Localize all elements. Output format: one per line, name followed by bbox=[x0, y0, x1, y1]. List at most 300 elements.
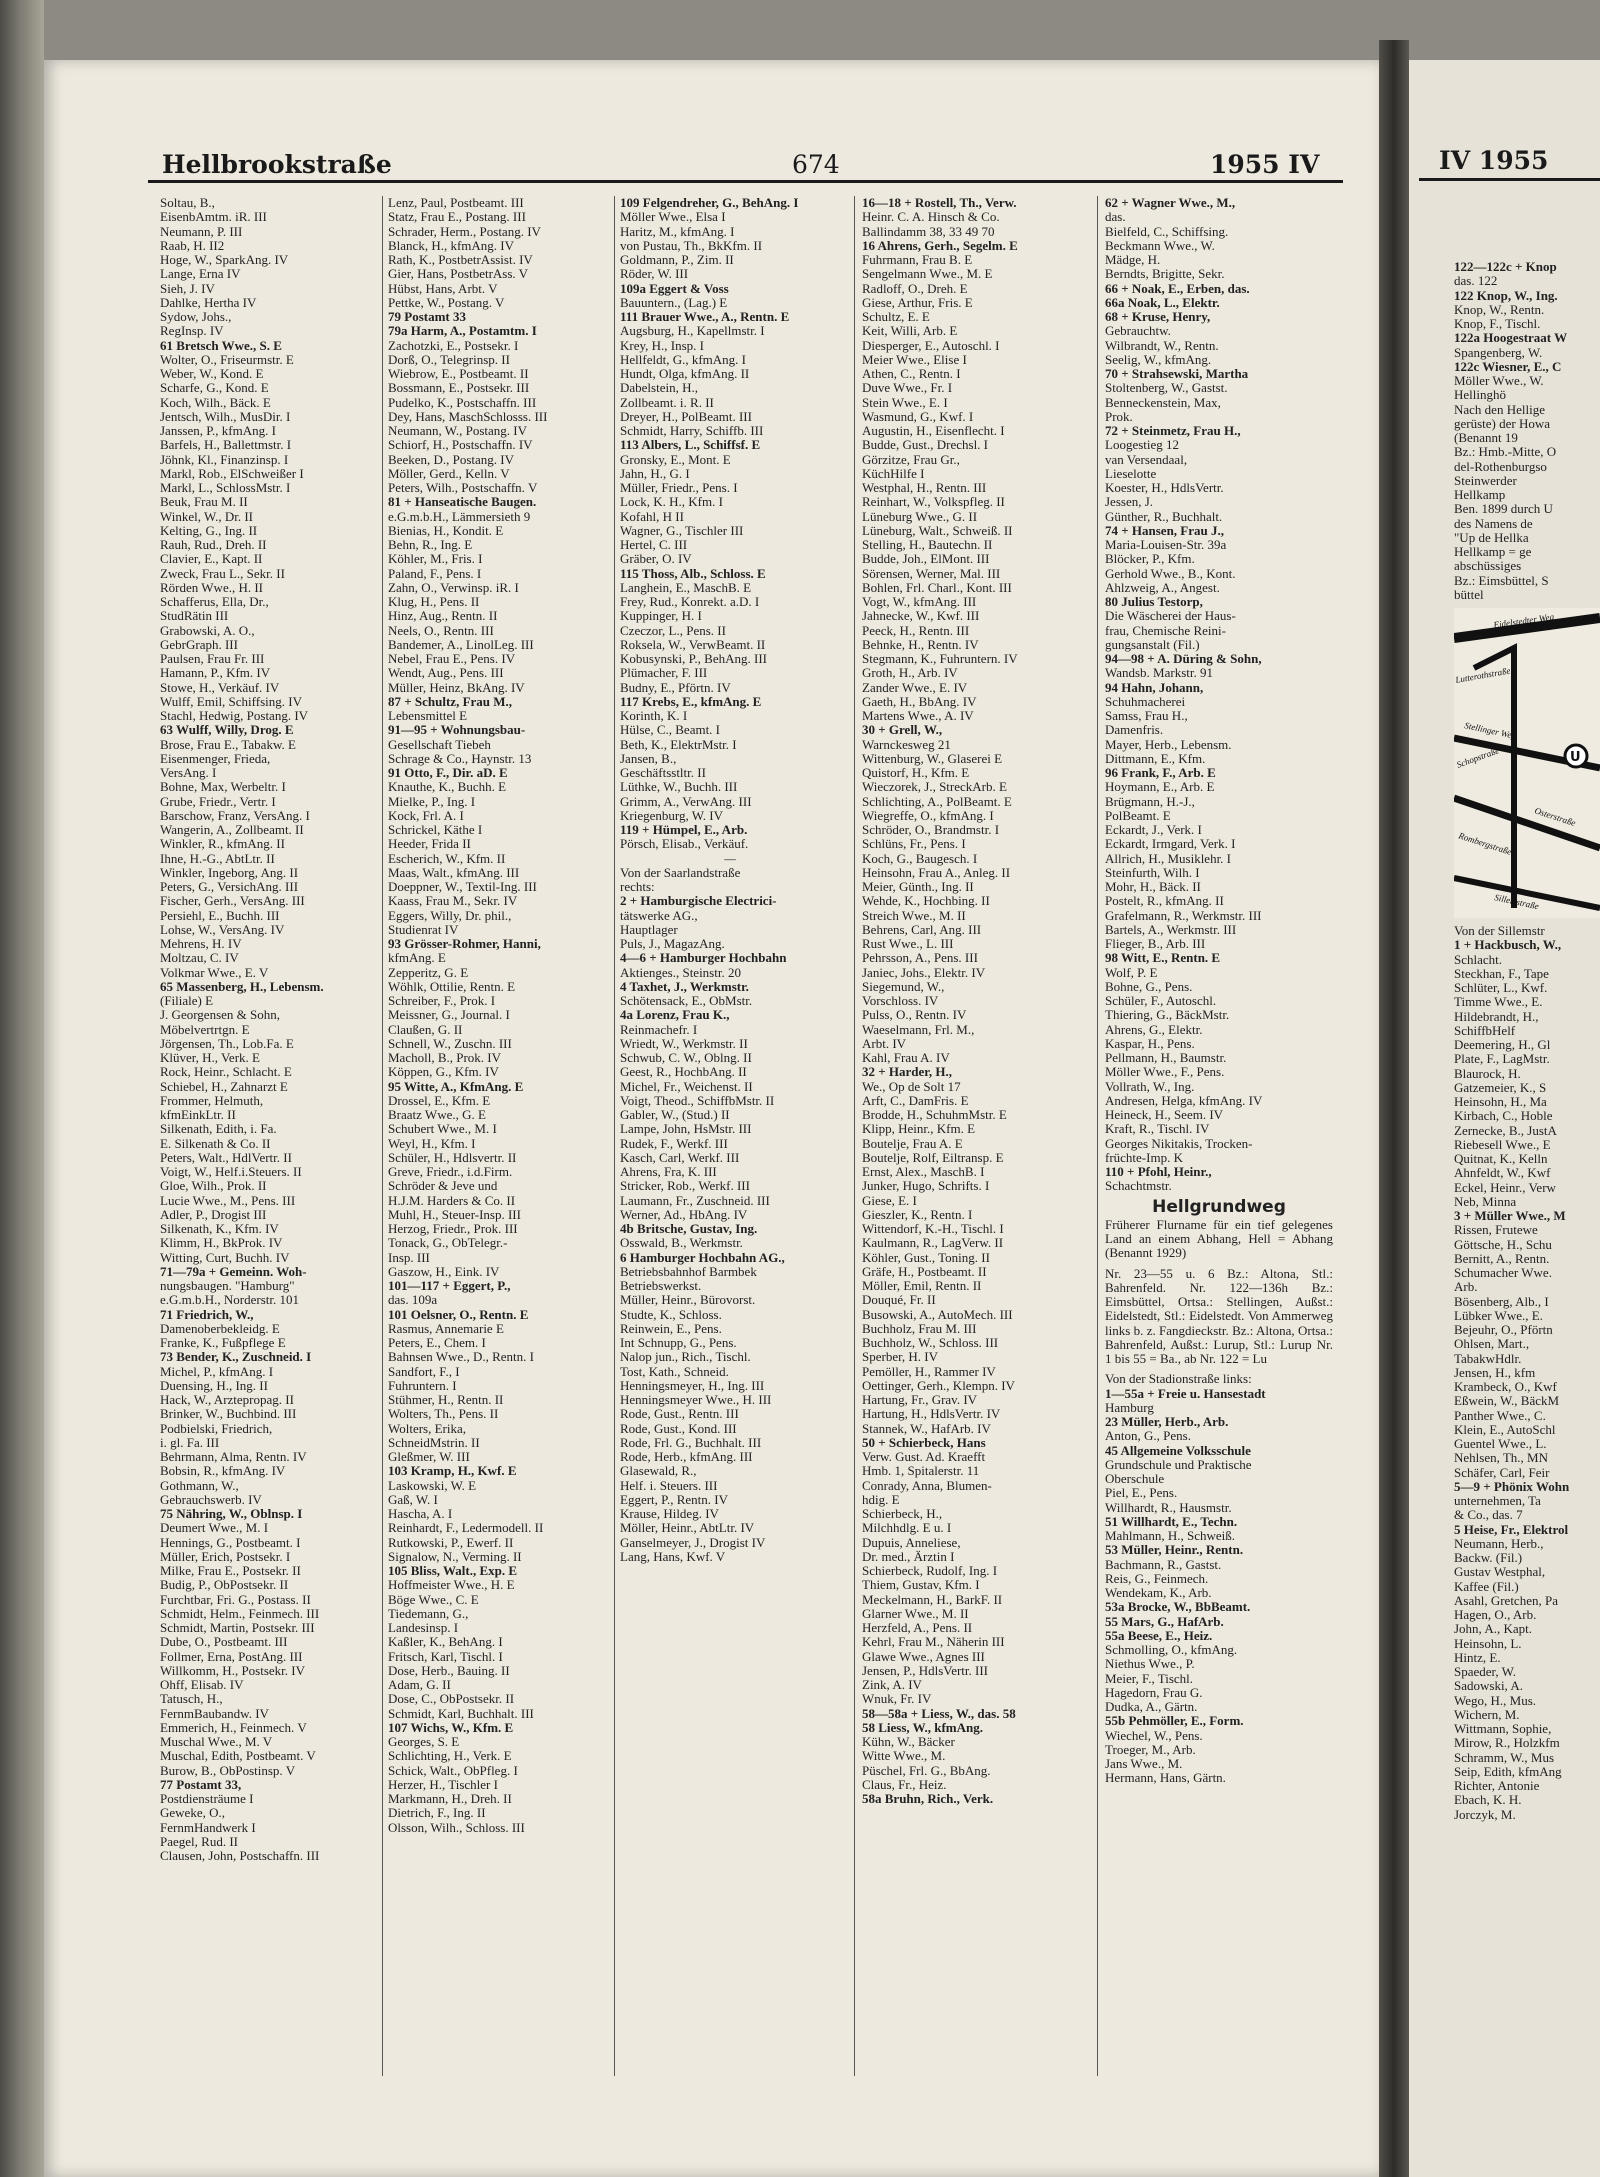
directory-entry: Paland, F., Pens. I bbox=[388, 566, 482, 581]
directory-entry: We., Op de Solt 17 bbox=[862, 1079, 961, 1094]
column-4 bbox=[862, 196, 1082, 2076]
directory-entry: Gleßmer, W. III bbox=[388, 1450, 470, 1464]
directory-entry: Wasmund, G., Kwf. I bbox=[862, 409, 974, 424]
directory-entry: Ihne, H.-G., AbtLtr. II bbox=[160, 851, 275, 866]
directory-entry: Eggers, Willy, Dr. phil., bbox=[388, 908, 512, 923]
directory-entry: Von der Sillemstr bbox=[1454, 924, 1545, 938]
directory-entry: Greve, Friedr., i.d.Firm. bbox=[388, 1165, 513, 1179]
directory-entry: Gaß, W. I bbox=[388, 1492, 438, 1507]
directory-entry: 94—98 + A. Düring & Sohn, bbox=[1105, 652, 1262, 666]
directory-entry: 6 Hamburger Hochbahn AG., bbox=[620, 1250, 785, 1265]
directory-entry: Winkel, W., Dr. II bbox=[160, 509, 253, 524]
directory-entry: tätswerke AG., bbox=[620, 908, 698, 923]
directory-entry: Benneckenstein, Max, bbox=[1105, 395, 1221, 410]
directory-entry: das. 109a bbox=[388, 1293, 438, 1308]
directory-entry: Müller, Friedr., Pens. I bbox=[620, 481, 738, 495]
directory-entry: Meissner, G., Journal. I bbox=[388, 1008, 510, 1023]
directory-entry: Radloff, O., Dreh. E bbox=[862, 281, 968, 296]
directory-entry: 62 + Wagner Wwe., M., bbox=[1105, 196, 1236, 210]
directory-entry: Milchhdlg. E u. I bbox=[862, 1521, 952, 1536]
directory-entry: Knauthe, K., Buchh. E bbox=[388, 780, 507, 795]
directory-entry: Wittendorf, K.-H., Tischl. I bbox=[862, 1222, 1004, 1236]
directory-columns bbox=[160, 196, 1335, 2076]
directory-entry: Weyl, H., Kfm. I bbox=[388, 1136, 476, 1151]
directory-entry: Hülse, C., Beamt. I bbox=[620, 723, 721, 738]
directory-entry: Steckhan, F., Tape bbox=[1454, 966, 1549, 981]
directory-entry: 23 Müller, Herb., Arb. bbox=[1105, 1415, 1229, 1429]
directory-entry: 30 + Grell, W., bbox=[862, 723, 943, 738]
book-binding bbox=[0, 0, 44, 2177]
directory-entry: Eßwein, W., BäckM bbox=[1454, 1394, 1560, 1409]
directory-entry: Neumann, W., Postang. IV bbox=[388, 424, 528, 438]
directory-entry: Hellkamp = ge bbox=[1454, 545, 1532, 559]
directory-entry: Wolter, O., Friseurmstr. E bbox=[160, 352, 294, 367]
directory-entry: Schäfer, Carl, Feir bbox=[1454, 1465, 1550, 1480]
directory-entry: 91—95 + Wohnungsbau- bbox=[388, 723, 526, 738]
directory-entry: Schiebel, H., Zahnarzt E bbox=[160, 1079, 288, 1094]
directory-entry: Reinhart, W., Volkspfleg. II bbox=[862, 495, 1005, 510]
directory-entry: Mahlmann, H., Schweiß. bbox=[1105, 1529, 1235, 1543]
directory-entry: Hamann, P., Kfm. IV bbox=[160, 666, 271, 681]
directory-entry: Geschäftsstltr. II bbox=[620, 766, 706, 780]
directory-entry: Claußen, G. II bbox=[388, 1022, 463, 1037]
directory-entry: Wichern, M. bbox=[1454, 1707, 1520, 1722]
directory-entry: Mielke, P., Ing. I bbox=[388, 794, 476, 809]
directory-entry: Pulss, O., Rentn. IV bbox=[862, 1008, 967, 1023]
directory-entry: Dreyer, H., PolBeamt. III bbox=[620, 409, 752, 424]
directory-entry: Siegemund, W., bbox=[862, 979, 945, 994]
directory-entry: Rissen, Frutewe bbox=[1454, 1223, 1538, 1238]
directory-entry: Quitnat, K., Kelln bbox=[1454, 1152, 1548, 1166]
directory-entry: Dudka, A., Gärtn. bbox=[1105, 1700, 1198, 1714]
directory-entry: Koch, G., Baugesch. I bbox=[862, 851, 978, 866]
directory-entry: Kasch, Carl, Werkf. III bbox=[620, 1150, 740, 1165]
directory-entry: Wittenburg, W., Glaserei E bbox=[862, 751, 1003, 766]
directory-entry: Dahlke, Hertha IV bbox=[160, 295, 257, 310]
directory-entry: Busowski, A., AutoMech. III bbox=[862, 1307, 1013, 1322]
directory-entry: Dey, Hans, MaschSchlosss. III bbox=[388, 409, 548, 424]
column-5 bbox=[1105, 196, 1333, 2076]
directory-entry: 4—6 + Hamburger Hochbahn bbox=[620, 951, 787, 966]
directory-entry: Richter, Antonie bbox=[1454, 1779, 1540, 1793]
directory-entry: 98 Witt, E., Rentn. E bbox=[1105, 951, 1221, 966]
directory-entry: Hellkamp bbox=[1454, 488, 1506, 502]
directory-entry: Herzfeld, A., Pens. II bbox=[862, 1621, 973, 1635]
directory-entry: Hagen, O., Arb. bbox=[1454, 1608, 1537, 1622]
directory-entry: Persiehl, E., Buchh. III bbox=[160, 908, 280, 923]
directory-entry: "Up de Hellka bbox=[1454, 530, 1529, 545]
directory-entry: 1 + Hackbusch, W., bbox=[1454, 938, 1562, 953]
directory-entry: Hack, W., Arztepropag. II bbox=[160, 1393, 294, 1407]
directory-entry: 5 Heise, Fr., Elektrol bbox=[1454, 1522, 1569, 1537]
directory-entry: Scharfe, G., Kond. E bbox=[160, 381, 269, 396]
directory-entry: Peters, Wilh., Postschaffn. V bbox=[388, 481, 538, 495]
directory-entry: Franke, K., Fußpflege E bbox=[160, 1336, 286, 1350]
directory-entry: Zepperitz, G. E bbox=[388, 965, 469, 980]
directory-entry: Junker, Hugo, Schrifts. I bbox=[862, 1179, 990, 1194]
column-divider bbox=[1097, 196, 1098, 2076]
directory-entry: Georges Nikitakis, Trocken- bbox=[1105, 1136, 1253, 1151]
directory-entry: Werner, Ad., HbAng. IV bbox=[620, 1207, 748, 1222]
directory-entry: Clausen, John, Postschaffn. III bbox=[160, 1849, 320, 1863]
directory-entry: Stowe, H., Verkäuf. IV bbox=[160, 680, 280, 695]
directory-entry: 58—58a + Liess, W., das. 58 bbox=[862, 1706, 1016, 1721]
directory-entry: Witting, Curt, Buchh. IV bbox=[160, 1250, 290, 1265]
directory-entry: Clavier, E., Kapt. II bbox=[160, 552, 263, 567]
directory-entry: Neumann, P. III bbox=[160, 224, 243, 239]
directory-entry: Hoffmeister Wwe., H. E bbox=[388, 1578, 515, 1593]
directory-entry: Ohff, Elisab. IV bbox=[160, 1678, 244, 1692]
directory-entry: Wiebrow, E., Postbeamt. II bbox=[388, 367, 529, 381]
directory-entry: Heinr. C. A. Hinsch & Co. bbox=[862, 210, 1000, 225]
directory-entry: Mehrens, H. IV bbox=[160, 937, 242, 951]
directory-entry: Markl, L., SchlossMstr. I bbox=[160, 481, 291, 495]
directory-entry: Witte Wwe., M. bbox=[862, 1749, 946, 1764]
directory-entry: 71 Friedrich, W., bbox=[160, 1307, 254, 1322]
directory-entry: Glarner Wwe., M. II bbox=[862, 1606, 969, 1621]
directory-entry: Gebrauchswerb. IV bbox=[160, 1492, 262, 1507]
directory-entry: Jensen, H., kfm bbox=[1454, 1365, 1536, 1380]
directory-entry: Kaulmann, R., LagVerw. II bbox=[862, 1236, 1004, 1251]
directory-entry: Budde, Joh., ElMont. III bbox=[862, 552, 990, 567]
directory-entry: Gieszler, K., Rentn. I bbox=[862, 1207, 973, 1222]
directory-entry: Lenz, Paul, Postbeamt. III bbox=[388, 196, 524, 210]
directory-entry: Peters, E., Chem. I bbox=[388, 1336, 486, 1350]
directory-entry: Schlüns, Fr., Pens. I bbox=[862, 837, 966, 852]
directory-entry: gerüste) der Howa bbox=[1454, 416, 1551, 431]
directory-entry: Reinhardt, F., Ledermodell. II bbox=[388, 1521, 544, 1536]
directory-entry: Ben. 1899 durch U bbox=[1454, 502, 1553, 517]
directory-entry: Beuk, Frau M. II bbox=[160, 495, 248, 510]
directory-entry: Stannek, W., HafArb. IV bbox=[862, 1421, 991, 1436]
directory-entry: unternehmen, Ta bbox=[1454, 1494, 1541, 1508]
directory-entry: Nalop jun., Rich., Tischl. bbox=[620, 1350, 751, 1365]
directory-entry: Koch, Wilh., Bäck. E bbox=[160, 395, 271, 410]
directory-entry: Spangenberg, W. bbox=[1454, 345, 1543, 360]
directory-entry: Görzitze, Frau Gr., bbox=[862, 452, 960, 467]
column-1 bbox=[160, 196, 380, 2076]
directory-entry: Bernitt, A., Rentn. bbox=[1454, 1251, 1550, 1266]
directory-entry: Tost, Kath., Schneid. bbox=[620, 1364, 729, 1379]
directory-entry: Giese, E. I bbox=[862, 1193, 917, 1208]
directory-entry: PolBeamt. E bbox=[1105, 808, 1171, 823]
directory-entry: Lock, K. H., Kfm. I bbox=[620, 495, 723, 510]
directory-entry: Steinfurth, Wilh. I bbox=[1105, 865, 1200, 880]
directory-entry: KüchHilfe I bbox=[862, 466, 925, 481]
directory-entry: Goldmann, P., Zim. II bbox=[620, 253, 734, 267]
directory-entry: Bohne, Max, Werbeltr. I bbox=[160, 780, 286, 795]
directory-entry: Wöhlk, Ottilie, Rentn. E bbox=[388, 979, 516, 994]
directory-entry: Tatusch, H., bbox=[160, 1692, 223, 1707]
directory-entry: 32 + Harder, H., bbox=[862, 1065, 952, 1080]
directory-entry: H.J.M. Harders & Co. II bbox=[388, 1193, 516, 1208]
column-divider bbox=[614, 196, 615, 2076]
directory-entry: Gothmann, W., bbox=[160, 1478, 239, 1493]
directory-entry: Roksela, W., VerwBeamt. II bbox=[620, 637, 766, 652]
directory-entry: Rauh, Rud., Dreh. II bbox=[160, 538, 267, 552]
directory-entry: Gerhold Wwe., B., Kont. bbox=[1105, 566, 1236, 581]
directory-entry: Emmerich, H., Feinmech. V bbox=[160, 1720, 307, 1735]
directory-entry: John, A., Kapt. bbox=[1454, 1622, 1532, 1637]
directory-entry: Paulsen, Frau Fr. III bbox=[160, 652, 265, 666]
directory-entry: 2 + Hamburgische Electrici- bbox=[620, 894, 777, 909]
directory-entry: Timme Wwe., E. bbox=[1454, 995, 1543, 1010]
directory-entry: Bohne, G., Pens. bbox=[1105, 979, 1193, 994]
directory-entry: Schumacher Wwe. bbox=[1454, 1266, 1552, 1280]
map-street-label: Lutterothstraße bbox=[1454, 665, 1512, 685]
directory-entry: Sandfort, F., I bbox=[388, 1364, 460, 1379]
directory-entry: Hellinghö bbox=[1454, 388, 1506, 403]
directory-entry: Hoymann, E., Arb. E bbox=[1105, 780, 1215, 795]
directory-entry: Barschow, Franz, VersAng. I bbox=[160, 808, 310, 823]
directory-entry: Sadowski, A. bbox=[1454, 1679, 1523, 1694]
directory-entry: Dorß, O., Telegrinsp. II bbox=[388, 352, 510, 367]
directory-entry: Schmolling, O., kfmAng. bbox=[1105, 1643, 1238, 1657]
directory-entry: 66 + Noak, E., Erben, das. bbox=[1105, 281, 1250, 296]
directory-entry: 75 Nähring, W., Oblnsp. I bbox=[160, 1507, 303, 1521]
directory-entry: Hmb. 1, Spitalerstr. 11 bbox=[862, 1464, 980, 1479]
directory-entry: Rutkowski, P., Ewerf. II bbox=[388, 1535, 514, 1550]
directory-entry: Wiechel, W., Pens. bbox=[1105, 1728, 1203, 1743]
directory-entry: Hennings, G., Postbeamt. I bbox=[160, 1535, 301, 1550]
directory-entry: GebrGraph. III bbox=[160, 637, 238, 652]
directory-entry: Behnke, H., Rentn. IV bbox=[862, 637, 979, 652]
directory-entry: Arft, C., DamFris. E bbox=[862, 1093, 969, 1108]
directory-entry: Anton, G., Pens. bbox=[1105, 1429, 1191, 1444]
directory-entry: Studte, K., Schloss. bbox=[620, 1307, 722, 1322]
facing-page-column bbox=[1454, 260, 1600, 2140]
directory-entry: Hellfeldt, G., kfmAng. I bbox=[620, 352, 747, 367]
directory-entry: Möller Wwe., Elsa I bbox=[620, 210, 726, 225]
directory-entry: 77 Postamt 33, bbox=[160, 1777, 242, 1792]
directory-entry: Mayer, Herb., Lebensm. bbox=[1105, 737, 1232, 752]
directory-entry: 81 + Hanseatische Baugen. bbox=[388, 495, 537, 510]
directory-entry: Nebel, Frau E., Pens. IV bbox=[388, 652, 516, 666]
directory-entry: Bauuntern., (Lag.) E bbox=[620, 295, 728, 310]
directory-entry: Blanck, H., kfmAng. IV bbox=[388, 238, 515, 253]
directory-entry: Lüneburg, Walt., Schweiß. II bbox=[862, 523, 1013, 538]
directory-entry: Fischer, Gerh., VersAng. III bbox=[160, 894, 305, 909]
directory-entry: Kirbach, C., Hoble bbox=[1454, 1109, 1553, 1124]
directory-entry: Schachtmstr. bbox=[1105, 1179, 1172, 1194]
facing-page-rule bbox=[1419, 178, 1600, 181]
directory-entry: Köppen, G., Kfm. IV bbox=[388, 1065, 499, 1080]
directory-entry: Augsburg, H., Kapellmstr. I bbox=[620, 324, 765, 339]
directory-entry: Rode, Herb., kfmAng. III bbox=[620, 1450, 753, 1464]
directory-entry: Schmidt, Martin, Postsekr. III bbox=[160, 1621, 315, 1635]
directory-entry: 4 Taxhet, J., Werkmstr. bbox=[620, 979, 749, 994]
directory-entry: Mirow, R., Holzkfm bbox=[1454, 1736, 1560, 1751]
directory-entry: (Filiale) E bbox=[160, 994, 214, 1008]
directory-entry: Schrader, Herm., Postang. IV bbox=[388, 224, 541, 239]
directory-entry: Pehrsson, A., Pens. III bbox=[862, 951, 978, 966]
directory-entry: Schrage & Co., Haynstr. 13 bbox=[388, 751, 532, 766]
directory-entry: Riebesell Wwe., E bbox=[1454, 1137, 1551, 1152]
directory-entry: Müller, Heinz, BkAng. IV bbox=[388, 680, 525, 695]
directory-entry: 122a Hoogestraat W bbox=[1454, 331, 1568, 346]
directory-entry: Silkenath, K., Kfm. IV bbox=[160, 1222, 279, 1236]
directory-entry: 16 Ahrens, Gerh., Segelm. E bbox=[862, 238, 1018, 253]
directory-entry: Pörsch, Elisab., Verkäuf. bbox=[620, 837, 749, 852]
directory-entry: Brügmann, H.-J., bbox=[1105, 794, 1195, 809]
directory-entry: Brodde, H., SchuhmMstr. E bbox=[862, 1108, 1007, 1122]
directory-entry: Müller, Erich, Postsekr. I bbox=[160, 1549, 291, 1564]
column-divider bbox=[382, 196, 383, 2076]
directory-entry: Budny, E., Pförtn. IV bbox=[620, 680, 731, 695]
directory-page bbox=[44, 60, 1379, 2177]
directory-entry: Schierbeck, Rudolf, Ing. I bbox=[862, 1564, 998, 1578]
directory-entry: Zweck, Frau L., Sekr. II bbox=[160, 566, 285, 581]
directory-entry: Burow, B., ObPostinsp. V bbox=[160, 1763, 296, 1778]
directory-entry: Peters, G., VersichAng. III bbox=[160, 880, 299, 894]
directory-entry: Studienrat IV bbox=[388, 922, 459, 937]
directory-entry: Ebach, K. H. bbox=[1454, 1793, 1522, 1808]
directory-entry: Blaurock, H. bbox=[1454, 1066, 1521, 1081]
directory-entry: Schlacht. bbox=[1454, 952, 1503, 967]
directory-entry: Lange, Erna IV bbox=[160, 267, 241, 282]
directory-entry: Mohr, H., Bäck. II bbox=[1105, 880, 1201, 894]
directory-entry: Schlichting, H., Verk. E bbox=[388, 1749, 512, 1764]
directory-entry: Nach den Hellige bbox=[1454, 402, 1545, 417]
directory-entry: SchneidMstrin. II bbox=[388, 1435, 480, 1450]
directory-entry: Frey, Rud., Konrekt. a.D. I bbox=[620, 595, 760, 609]
directory-entry: Kuppinger, H. I bbox=[620, 609, 702, 624]
directory-entry: Schrickel, Käthe I bbox=[388, 823, 483, 837]
directory-entry: 55a Beese, E., Heiz. bbox=[1105, 1628, 1213, 1643]
directory-entry: Grundschule und Praktische bbox=[1105, 1457, 1252, 1472]
directory-entry: Gräber, O. IV bbox=[620, 552, 692, 567]
directory-entry: Sperber, H. IV bbox=[862, 1350, 939, 1365]
directory-entry: Eggert, P., Rentn. IV bbox=[620, 1492, 728, 1507]
directory-entry: Wendt, Aug., Pens. III bbox=[388, 666, 504, 681]
directory-entry: Hoge, W., SparkAng. IV bbox=[160, 253, 289, 267]
directory-entry: 79 Postamt 33 bbox=[388, 310, 466, 324]
directory-entry: Plümacher, F. III bbox=[620, 666, 708, 681]
directory-entry: 117 Krebs, E., kfmAng. E bbox=[620, 694, 762, 709]
running-head-street: Hellbrookstraße bbox=[162, 150, 392, 179]
directory-entry: Gloe, Wilh., Prok. II bbox=[160, 1179, 267, 1194]
directory-entry: Milke, Frau E., Postsekr. II bbox=[160, 1564, 301, 1578]
directory-entry: Die Wäscherei der Haus- bbox=[1105, 609, 1236, 624]
directory-entry: Stegmann, K., Fuhruntern. IV bbox=[862, 652, 1018, 666]
directory-entry: Eckel, Heinr., Verw bbox=[1454, 1180, 1556, 1195]
directory-entry: Stricker, Rob., Werkf. III bbox=[620, 1179, 750, 1194]
directory-entry: Schlichting, A., PolBeamt. E bbox=[862, 794, 1012, 809]
directory-entry: 109a Eggert & Voss bbox=[620, 281, 729, 296]
directory-entry: Bartels, A., Werkmstr. III bbox=[1105, 922, 1237, 937]
directory-entry: Sörensen, Werner, Mal. III bbox=[862, 566, 1001, 581]
directory-entry: Wolters, Erika, bbox=[388, 1421, 467, 1436]
directory-entry: Hagedorn, Frau G. bbox=[1105, 1685, 1203, 1700]
directory-entry: Arb. bbox=[1454, 1280, 1478, 1295]
directory-entry: Tonack, G., ObTelegr.- bbox=[388, 1236, 508, 1251]
directory-entry: Eisenmenger, Frieda, bbox=[160, 751, 271, 766]
page-gutter bbox=[1379, 40, 1409, 2177]
directory-entry: Grube, Friedr., Vertr. I bbox=[160, 794, 276, 809]
directory-entry: Klimm, H., BkProk. IV bbox=[160, 1236, 283, 1251]
directory-entry: 4b Britsche, Gustav, Ing. bbox=[620, 1222, 758, 1236]
directory-entry: Dr. med., Ärztin I bbox=[862, 1549, 955, 1564]
directory-entry: 91 Otto, F., Dir. aD. E bbox=[388, 766, 508, 780]
directory-entry: 93 Grösser-Rohmer, Hanni, bbox=[388, 937, 541, 951]
directory-entry: Winkler, Ingeborg, Ang. II bbox=[160, 865, 299, 880]
directory-entry: Schötensack, E., ObMstr. bbox=[620, 994, 753, 1008]
directory-entry: Georges, S. E bbox=[388, 1735, 460, 1749]
directory-entry: 101 Oelsner, O., Rentn. E bbox=[388, 1307, 529, 1322]
directory-entry: Gustav Westphal, bbox=[1454, 1565, 1546, 1580]
directory-entry: Puls, J., MagazAng. bbox=[620, 937, 725, 951]
column-divider bbox=[854, 196, 855, 2076]
directory-entry: Klüver, H., Verk. E bbox=[160, 1051, 260, 1065]
directory-entry: Follmer, Erna, PostAng. III bbox=[160, 1649, 303, 1664]
directory-entry: Möller, Heinr., AbtLtr. IV bbox=[620, 1521, 755, 1536]
directory-entry: Gronsky, E., Mont. E bbox=[620, 452, 731, 467]
directory-entry: Gesellschaft Tiebeh bbox=[388, 737, 491, 752]
directory-entry: 80 Julius Testorp, bbox=[1105, 595, 1203, 609]
directory-entry: Gräfe, H., Postbeamt. II bbox=[862, 1264, 987, 1279]
directory-entry: Giese, Arthur, Fris. E bbox=[862, 295, 973, 310]
directory-entry: Schwub, C. W., Oblng. II bbox=[620, 1051, 752, 1065]
directory-entry: Glasewald, R., bbox=[620, 1464, 697, 1479]
directory-entry: Grafelmann, R., Werkmstr. III bbox=[1105, 908, 1262, 923]
directory-entry: frau, Chemische Reini- bbox=[1105, 623, 1226, 638]
directory-entry: Ahlzweig, A., Angest. bbox=[1105, 580, 1220, 595]
directory-entry: Herzog, Friedr., Prok. III bbox=[388, 1222, 518, 1236]
directory-entry: Bielfeld, C., Schiffsing. bbox=[1105, 224, 1229, 239]
directory-entry: früchte-Imp. K bbox=[1105, 1150, 1183, 1165]
directory-entry: Köhler, Gust., Toning. II bbox=[862, 1250, 990, 1265]
directory-entry: Volkmar Wwe., E. V bbox=[160, 965, 269, 980]
directory-entry: Frommer, Helmuth, bbox=[160, 1093, 264, 1108]
directory-entry: Schnell, W., Zuschn. III bbox=[388, 1036, 512, 1051]
directory-entry: Statz, Frau E., Postang. III bbox=[388, 210, 526, 225]
directory-entry: Laumann, Fr., Zuschneid. III bbox=[620, 1193, 770, 1208]
directory-entry: Aktienges., Steinstr. 20 bbox=[620, 965, 741, 980]
directory-entry: Fritsch, Karl, Tischl. I bbox=[388, 1649, 503, 1664]
directory-entry: Von der Stadionstraße links: bbox=[1105, 1372, 1252, 1387]
directory-entry: Int Schnupp, G., Pens. bbox=[620, 1336, 737, 1350]
directory-entry: Dupuis, Anneliese, bbox=[862, 1535, 961, 1550]
directory-entry: Wehde, K., Hochbing. II bbox=[862, 894, 990, 909]
directory-entry: 68 + Kruse, Henry, bbox=[1105, 310, 1211, 324]
directory-entry: Weber, W., Kond. E bbox=[160, 367, 264, 381]
directory-entry: 74 + Hansen, Frau J., bbox=[1105, 523, 1224, 538]
directory-entry: Dabelstein, H., bbox=[620, 381, 698, 396]
directory-entry: Ahrens, Fra, K. III bbox=[620, 1165, 717, 1179]
directory-entry: Jorczyk, M. bbox=[1454, 1807, 1516, 1822]
directory-entry: Doeppner, W., Textil-Ing. III bbox=[388, 880, 537, 894]
directory-entry: Hascha, A. I bbox=[388, 1507, 453, 1521]
directory-entry: Kriegenburg, W. IV bbox=[620, 808, 724, 823]
map-street-label: Schopstraße bbox=[1455, 745, 1501, 770]
directory-entry: Winkler, R., kfmAng. II bbox=[160, 837, 285, 852]
directory-entry: Bossmann, E., Postsekr. III bbox=[388, 381, 530, 396]
directory-entry: Hamburg bbox=[1105, 1400, 1154, 1415]
directory-entry: Moltzau, C. IV bbox=[160, 951, 239, 966]
directory-entry: Jahnecke, W., Kwf. III bbox=[862, 609, 980, 624]
directory-entry: Macholl, B., Prok. IV bbox=[388, 1051, 502, 1065]
directory-entry: Meier, F., Tischl. bbox=[1105, 1671, 1194, 1686]
directory-entry: Voigt, Theod., SchiffbMstr. II bbox=[620, 1093, 775, 1108]
directory-entry: Quistorf, H., Kfm. E bbox=[862, 766, 970, 780]
directory-entry: Lebensmittel E bbox=[388, 709, 468, 723]
directory-entry: 96 Frank, F., Arb. E bbox=[1105, 766, 1216, 780]
directory-entry: des Namens de bbox=[1454, 516, 1533, 531]
directory-entry: Ernst, Alex., MaschB. I bbox=[862, 1165, 985, 1179]
directory-entry: Schiorf, H., Postschaffn. IV bbox=[388, 438, 533, 453]
directory-entry: 55b Pehmöller, E., Form. bbox=[1105, 1714, 1244, 1729]
directory-entry: Soltau, B., bbox=[160, 196, 215, 210]
